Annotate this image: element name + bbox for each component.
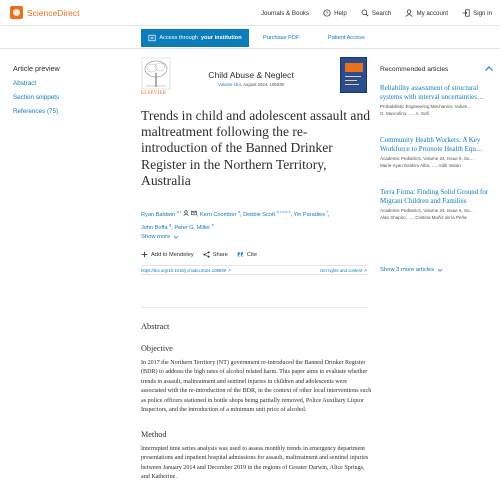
author-link[interactable] (174, 222, 214, 231)
volume-date: , August 2024, 106939 (240, 82, 284, 87)
nav-my-account[interactable] (405, 9, 448, 17)
outline-link-abstract[interactable]: Abstract (13, 80, 37, 87)
author-affiliation: f (326, 210, 328, 214)
author-link[interactable] (293, 212, 327, 218)
author-separator: , (196, 211, 199, 218)
objective-text: In 2017 the Northern Territory (NT) government re-introduced the Banned Drinker Register (BDR) to address the high rates of alcohol related harm. This paper aims to evaluate whether trends in assault, maltreatment and sentinel injuries in children and adolescents were associated with the re-introduction of the BDR, in the context of other local interventions such as police officers stationed in bottle shops being partially removed, Police Auxiliary Liquor Inspectors, and the introduction of a minimum unit price of alcohol. (141, 360, 372, 414)
author-name: Yin Paradies (293, 211, 325, 218)
patient-access-link[interactable]: Patient Access (328, 35, 365, 41)
top-bar (0, 0, 500, 26)
show-more-articles-button[interactable] (380, 267, 443, 273)
doi-row (141, 265, 367, 275)
recommended-article-authors: Marie-Ayan Ibrahim Albo, …, Aditi Vasan (380, 163, 461, 168)
external-link-icon: ↗ (227, 268, 231, 273)
article-tools (141, 251, 257, 258)
author-name: John Boffa (141, 224, 168, 231)
help-icon (323, 9, 331, 17)
show-more-authors-button[interactable] (141, 234, 179, 240)
publisher-name: ELSEVIER (141, 91, 167, 96)
access-through-institution-button[interactable] (141, 29, 249, 47)
access-strong: your institution (200, 35, 242, 41)
tool-label: Share (212, 251, 228, 258)
section-divider (141, 307, 367, 308)
nav-label: Sign in (473, 9, 492, 17)
author-name: Debbie Scott (243, 211, 276, 218)
share-button[interactable] (203, 251, 228, 258)
author-affiliation: a 1 (176, 210, 182, 214)
nav-label: Search (371, 9, 392, 17)
cover-title-block (345, 63, 363, 72)
tool-label: Add to Mendeley (151, 251, 194, 258)
recommended-article-source: Academic Pediatrics, Volume 24, Issue 5, Su… (380, 208, 475, 214)
chevron-down-icon (173, 234, 179, 240)
author-link[interactable] (141, 212, 182, 218)
objective-heading: Objective (141, 344, 173, 353)
outline-link-section-snippets[interactable]: Section snippets (13, 94, 60, 101)
chevron-down-icon (437, 267, 443, 273)
journal-cover-image[interactable] (340, 57, 367, 93)
author-separator: , (290, 211, 293, 218)
cover-line (345, 84, 359, 85)
recommended-article[interactable] (380, 188, 494, 222)
author-name: Kerri Coomber (200, 211, 237, 218)
person-icon[interactable] (183, 210, 189, 216)
author-link[interactable] (200, 212, 240, 218)
cover-line (345, 76, 361, 77)
quote-icon (237, 251, 244, 258)
tool-label: Cite (246, 251, 257, 258)
cover-line (345, 80, 357, 81)
purchase-pdf-link[interactable]: Purchase PDF (263, 35, 300, 41)
nav-sign-in[interactable] (462, 9, 492, 17)
sign-in-icon (462, 9, 470, 17)
sciencedirect-logo-icon (10, 6, 23, 19)
method-heading: Method (141, 430, 167, 439)
article-outline (13, 64, 123, 122)
recommended-article-authors: Alan Shapiro, …, Cristina Muñiz de la Peña (380, 215, 467, 220)
plus-icon (141, 251, 148, 258)
external-link-icon: ↗ (363, 268, 367, 273)
rights-link[interactable] (320, 268, 367, 274)
nav-label: Help (334, 9, 347, 17)
chevron-up-icon[interactable] (484, 64, 494, 74)
recommended-title: Recommended articles (380, 66, 449, 73)
author-name: Ryan Baldwin (141, 211, 176, 218)
recommended-article-title[interactable]: Terra Firma: Finding Solid Ground for Migrant Children and Families (380, 188, 489, 206)
method-text: Interrupted time series analysis was used to assess monthly trends in emergency department presentations and inpatient hospital admissions for assault, maltreatment and sentinel injuries between January 2014 and December 2019 in the regions of Greater Darwin, Alice Springs, and Katherine. (141, 446, 369, 481)
recommended-article-title[interactable]: Reliability assessment of structural systems with interval uncertainties… (380, 84, 485, 102)
recommended-article-source: Academic Pediatrics, Volume 24, Issue 5, Su… (380, 156, 475, 162)
recommended-article-source: Probabilistic Engineering Mechanics, Volum… (380, 104, 472, 110)
outline-link-references[interactable]: References (75) (13, 108, 59, 115)
author-affiliation: a (211, 222, 214, 227)
show-more-label: Show 3 more articles (380, 267, 435, 273)
recommended-articles-panel (380, 58, 494, 273)
article-title: Trends in child and adolescent assault and maltreatment following the re-introduction of the Banned Drinker Register in the Northern Territory, Australia (141, 108, 371, 188)
cite-button[interactable] (237, 251, 257, 258)
svg-text:?: ? (325, 10, 329, 16)
journal-title[interactable]: Child Abuse & Neglect (208, 70, 294, 80)
journal-volume-info (186, 82, 316, 87)
author-affiliation: b c d e 2 (276, 210, 291, 214)
nav-label: My account (416, 9, 449, 17)
recommended-header (380, 58, 494, 78)
author-separator: , (239, 211, 242, 218)
rights-text: Get rights and content (319, 268, 363, 273)
author-affiliation: g (169, 222, 172, 227)
recommended-article-authors: G. Muscolino, …, A. Sofi (380, 111, 429, 116)
author-link[interactable] (141, 222, 172, 231)
nav-journals-books[interactable] (261, 10, 309, 17)
recommended-article[interactable] (380, 136, 494, 170)
author-affiliation: a (237, 210, 240, 214)
sciencedirect-logo[interactable] (10, 6, 79, 19)
author-separator: , (327, 211, 330, 218)
recommended-article[interactable] (380, 84, 494, 118)
author-list (141, 207, 373, 233)
author-separator: , (171, 224, 173, 231)
journal-header (141, 57, 367, 97)
access-prefix: Access through (159, 35, 198, 41)
user-icon (405, 9, 413, 17)
author-name: Peter G. Miller (174, 224, 211, 231)
abstract-heading: Abstract (141, 322, 170, 331)
outline-title: Article preview (13, 64, 60, 73)
doi-link[interactable] (141, 268, 231, 274)
author-link[interactable] (243, 210, 293, 218)
nav-search[interactable] (361, 9, 392, 17)
institution-icon (148, 34, 156, 42)
article-action-bar (0, 27, 500, 49)
volume-link[interactable]: Volume 154 (218, 82, 241, 87)
share-icon (203, 251, 210, 258)
add-to-mendeley-button[interactable] (141, 251, 194, 258)
logo-text: ScienceDirect (27, 7, 80, 18)
show-more-label: Show more (141, 234, 171, 240)
top-navigation (261, 0, 492, 26)
recommended-article-title[interactable]: Community Health Workers: A Key Workforce to Promote Health Equ… (380, 136, 483, 154)
nav-help[interactable] (323, 9, 347, 17)
nav-label: Journals & Books (260, 9, 310, 17)
doi-text: https://doi.org/10.1016/j.chiabu.2024.106939 (141, 268, 227, 273)
search-icon (361, 9, 369, 17)
